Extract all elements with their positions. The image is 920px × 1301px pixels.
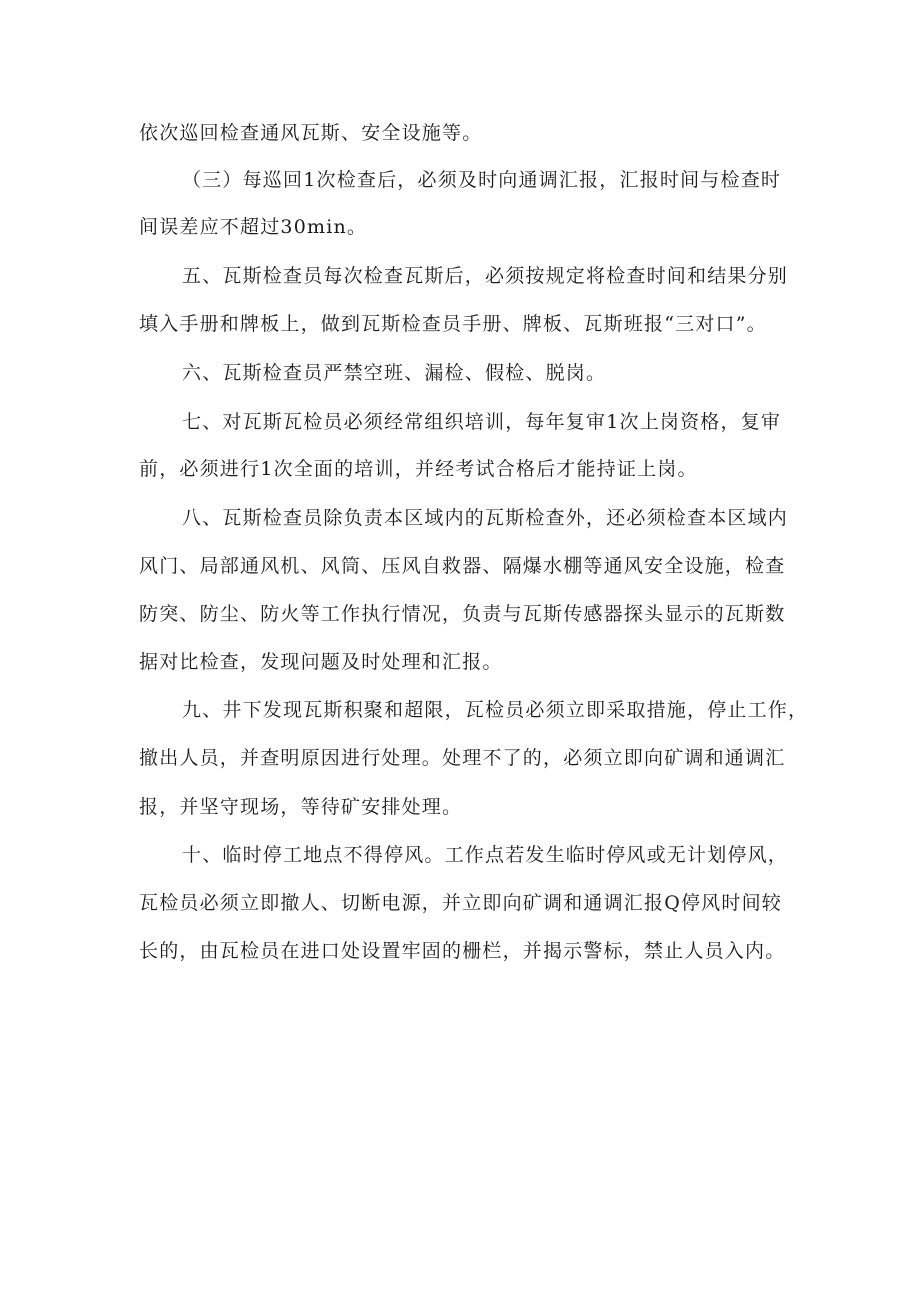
text-line: 风门、局部通风机、风筒、压风自救器、隔爆水棚等通风安全设施，检查 (139, 555, 786, 577)
text-line: 长的，由瓦检员在进口处设置牢固的栅栏，并揭示警标，禁止人员入内。 (139, 940, 786, 962)
text-line: 九、井下发现瓦斯积聚和超限，瓦检员必须立即采取措施，停止工作， (182, 699, 809, 721)
text-line: 八、瓦斯检查员除负责本区域内的瓦斯检查外，还必须检查本区域内 (182, 507, 789, 529)
text-line: 七、对瓦斯瓦检员必须经常组织培训，每年复审1次上岗资格，复审 (182, 411, 782, 433)
text-line: 防突、防尘、防火等工作执行情况，负责与瓦斯传感器探头显示的瓦斯数 (139, 603, 786, 625)
text-line: 依次巡回检查通风瓦斯、安全设施等。 (139, 122, 483, 144)
text-line: 撤出人员，并查明原因进行处理。处理不了的，必须立即向矿调和通调汇 (139, 747, 786, 769)
text-line: 十、临时停工地点不得停风。工作点若发生临时停风或无计划停风， (182, 844, 789, 866)
text-line: 前，必须进行1次全面的培训，并经考试合格后才能持证上岗。 (139, 458, 698, 480)
text-line: （三）每巡回1次检查后，必须及时向通调汇报，汇报时间与检查时 (182, 169, 782, 191)
text-line: 五、瓦斯检查员每次检查瓦斯后，必须按规定将检查时间和结果分别 (182, 265, 789, 287)
text-line: 据对比检查，发现问题及时处理和汇报。 (139, 651, 503, 673)
text-line: 填入手册和牌板上，做到瓦斯检查员手册、牌板、瓦斯班报“三对口”。 (139, 313, 767, 335)
text-line: 六、瓦斯检查员严禁空班、漏检、假检、脱岗。 (182, 362, 607, 384)
text-line: 报，并坚守现场，等待矿安排处理。 (139, 796, 463, 818)
text-line: 瓦检员必须立即撤人、切断电源，并立即向矿调和通调汇报Q停风时间较 (139, 892, 782, 914)
text-line: 间误差应不超过30min。 (139, 216, 368, 238)
